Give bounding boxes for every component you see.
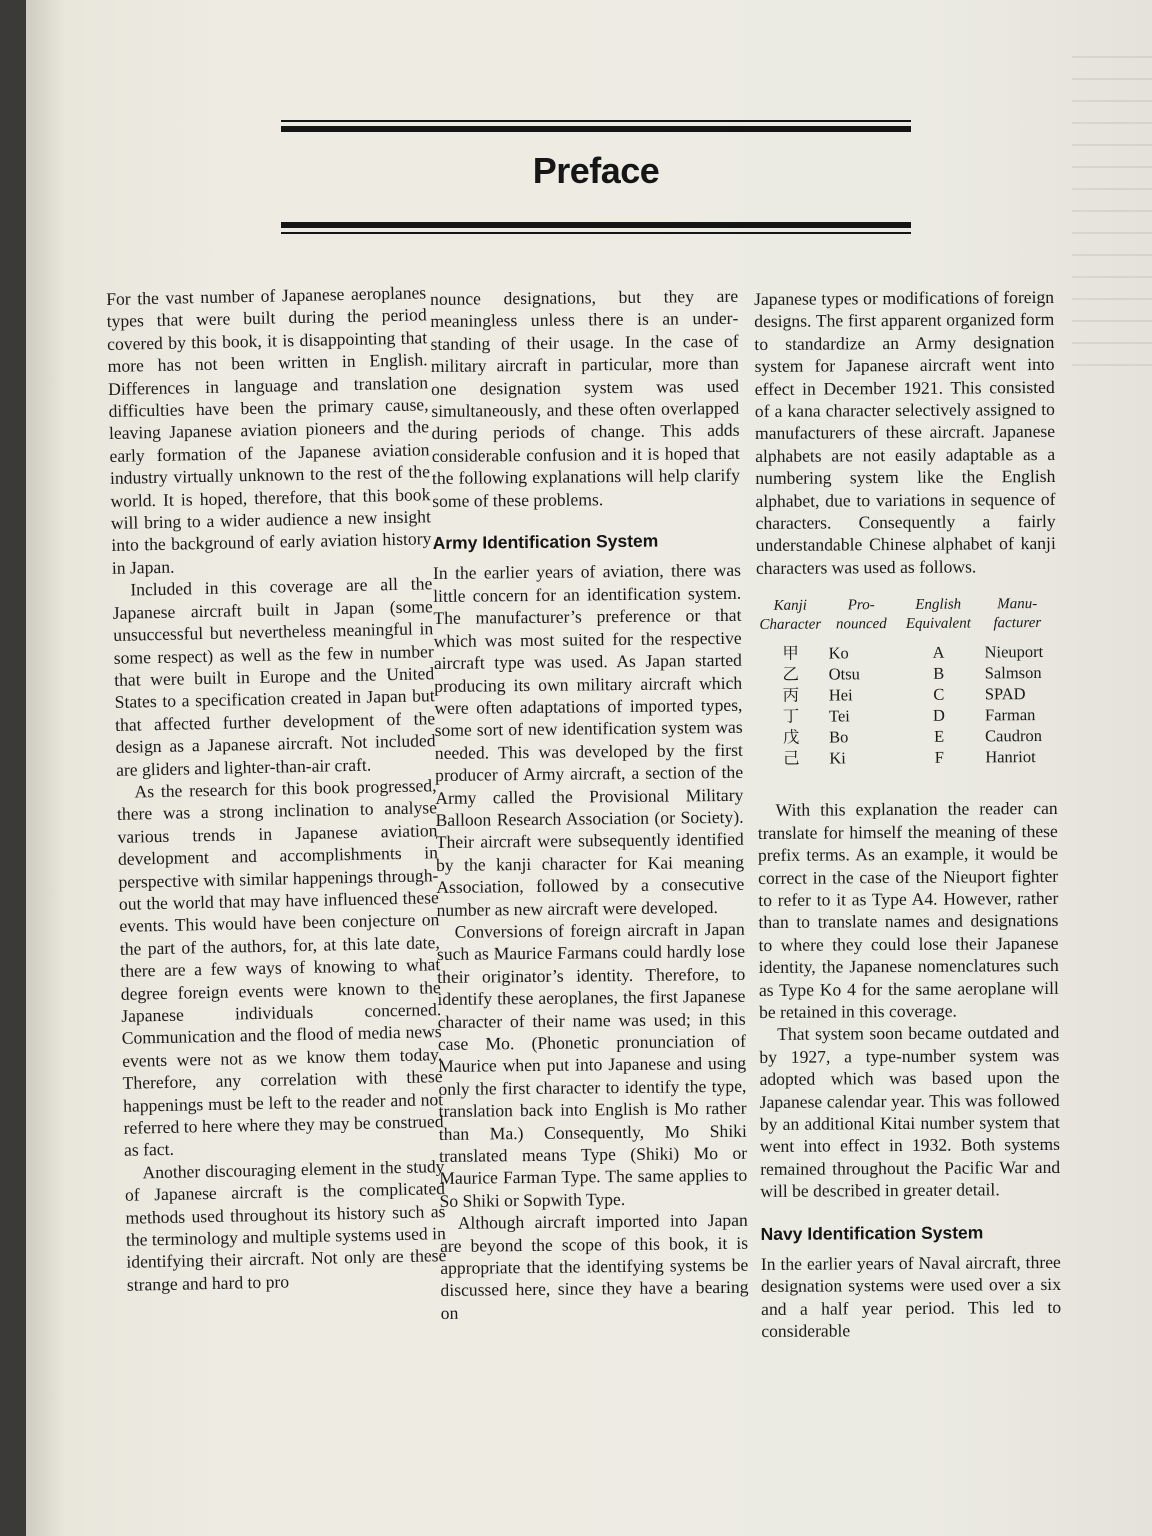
paragraph: Although aircraft imported into Japan are beyond the scope of this book, it is appropriate that the identifying systems be discussed here, since they have a bearing on bbox=[439, 1209, 749, 1323]
paragraph: Conversions of foreign aircraft in Japan such as Maurice Farmans could hardly lose their originator’s identity. Therefore, to identify these aeroplanes, the first Japanese character of their name was used; in this case Mo. (Phonetic pronunciation of Maurice when put into Japanese and using only the first character to identify the type, translation back into English is Mo rather than Ma.) Consequently, Mo Shiki translated means Type (Shiki) Mo or Maurice Farman Type. The same applies to So Shiki or Sopwith Type. bbox=[436, 918, 748, 1211]
pronounced-cell: Ki bbox=[829, 748, 846, 768]
kanji-designation-table bbox=[756, 595, 1057, 769]
pronounced-cell: Bo bbox=[829, 727, 849, 747]
kanji-cell: 己 bbox=[782, 748, 800, 769]
table-header-row bbox=[756, 595, 1056, 643]
paragraph: With this explanation the reader can translate for himself the meaning of these prefix terms. As an example, it would be correct in the case of the Nieuport fighter to refer to it as Type A4. However, rather than to translate names and designations to where they could lose their Japanese identity, the Japanese nomenclatures such as Type Ko 4 for the same aeroplane will be retained in this coverage. bbox=[757, 798, 1059, 1022]
paragraph: In the earlier years of Naval aircraft, three designation systems were used over a six and a half year period. This led to considerable bbox=[760, 1251, 1062, 1342]
rule-thin bbox=[281, 232, 911, 234]
paragraph: Another discouraging element in the study of Japanese aircraft is the complicated methods used throughout its history such as the terminology and multiple systems used in identifying their aircraft. Not only are these strange and hard to pro bbox=[124, 1155, 447, 1295]
table-row bbox=[756, 641, 1056, 664]
kanji-cell: 丁 bbox=[782, 706, 800, 727]
page-title: Preface bbox=[532, 150, 660, 191]
table-row bbox=[757, 662, 1057, 685]
column-header-kanji: Kanji Character bbox=[759, 597, 822, 634]
paragraph: nounce designations, but they are meaningless unless there is an understanding of their usage. In the case of military aircraft in particular, more than one designation system was used simultaneously, and these often overlapped during periods of change. This adds considerable confusion and it is hoped that the following explanations will help clarify some of these problems. bbox=[430, 285, 741, 511]
manufacturer-cell: Salmson bbox=[984, 663, 1042, 683]
manufacturer-cell: Nieuport bbox=[984, 642, 1044, 662]
pronounced-cell: Otsu bbox=[828, 664, 860, 684]
column-header-pronounced: Pro- nounced bbox=[835, 597, 887, 633]
table-row bbox=[757, 704, 1057, 727]
section-heading-navy: Navy Identification System bbox=[760, 1222, 984, 1244]
manufacturer-cell: Caudron bbox=[985, 726, 1043, 746]
pronounced-cell: Hei bbox=[828, 685, 853, 705]
paragraph: For the vast number of Japanese aeroplanes types that were built during the period covered by this book, it is disappointing that more has not been written in English. Differences in language and translation difficulties have been the primary cause, leaving Japanese aviation pioneers and the early formation of the Japanese aviation industry virtually unknown to the rest of the world. It is hoped, therefore, that this book will bring to a wider audience a new insight into the background of early aviation history in Japan. bbox=[106, 282, 432, 578]
rule-thick bbox=[281, 126, 911, 132]
paragraph: Japanese types or modifications of foreign designs. The first apparent organized form to standardize an Army designation system for Japanese aircraft went into effect in December 1921. This consisted of a kana character selectively assigned to manufacturers of these aircraft. Japanese alphabets are not easily adaptable as a numbering system like the English alphabet, due to variations in sequence of characters. Consequently a fairly understandable Chinese alphabet of kanji characters was used as follows. bbox=[754, 286, 1056, 578]
english-cell: D bbox=[932, 705, 946, 726]
kanji-cell: 甲 bbox=[782, 643, 799, 664]
manufacturer-cell: Farman bbox=[984, 705, 1036, 725]
paragraph: As the research for this book progressed, there was a strong inclination to analyse various trends in Japanese aviation development and accomplishments in perspective with similar happenings throughout the world that may have influenced these events. This would have been conjecture on the part of the authors, for, at this late date, there are a few ways of knowing to what degree foreign events were known to the Japanese individuals concerned. Communication and the flood of media news events were not as we know them today. Therefore, any correlation with these happenings must be left to the reader and not referred to here where they may be construed as fact. bbox=[116, 775, 444, 1161]
text-column-2 bbox=[430, 285, 749, 1324]
section-heading-army: Army Identification System bbox=[432, 530, 659, 554]
column-header-manufacturer: Manu- facturer bbox=[993, 596, 1042, 632]
english-cell: E bbox=[934, 726, 945, 747]
show-through-text bbox=[1072, 40, 1152, 370]
english-cell: B bbox=[933, 663, 945, 684]
pronounced-cell: Tei bbox=[828, 706, 850, 726]
text-column-1 bbox=[106, 281, 447, 1296]
pronounced-cell: Ko bbox=[828, 643, 849, 663]
title-rules-top bbox=[281, 120, 911, 132]
paragraph: Included in this coverage are all the Japanese aircraft built in Japan (some unsuccessful but nevertheless meaningful in some respect) as well as the few in number that were built in Europe and the United States to a specification created in Japan but that affected further development of the design as a Japanese aircraft. Not included are gliders and lighter-than-air craft. bbox=[112, 573, 436, 780]
manufacturer-cell: SPAD bbox=[984, 684, 1026, 704]
table-row bbox=[757, 746, 1057, 769]
text-column-3 bbox=[754, 286, 1061, 1343]
kanji-cell: 丙 bbox=[782, 685, 800, 706]
english-cell: F bbox=[934, 747, 944, 768]
paragraph: In the earlier years of aviation, there was little concern for an identification system. The manufacturer’s preference or that which was most suited for the respective aircraft type was used. As Japan started producing its own military aircraft which were often adaptations of imported types, some sort of new identification system was needed. This was developed by the first producer of Army aircraft, a section of the Army called the Provisional Military Balloon Research Association (or Society). Their aircraft were subsequently identified by the kanji character for Kai meaning Association, followed by a consecutive number as new aircraft were developed. bbox=[432, 560, 745, 920]
paragraph: That system soon became outdated and by 1927, a type-number system was adopted which was based upon the Japanese calendar year. This was followed by an additional Kitai number system that went into effect in 1932. Both systems remained throughout the Pacific War and will be described in greater detail. bbox=[759, 1022, 1061, 1202]
column-header-english: English Equivalent bbox=[905, 596, 971, 633]
table-row bbox=[757, 725, 1057, 748]
kanji-cell: 乙 bbox=[782, 664, 800, 685]
english-cell: A bbox=[932, 642, 945, 663]
title-rules-bottom bbox=[281, 222, 911, 234]
english-cell: C bbox=[933, 684, 945, 705]
kanji-cell: 戊 bbox=[782, 727, 800, 748]
table-row bbox=[757, 683, 1057, 706]
manufacturer-cell: Hanriot bbox=[985, 747, 1036, 767]
